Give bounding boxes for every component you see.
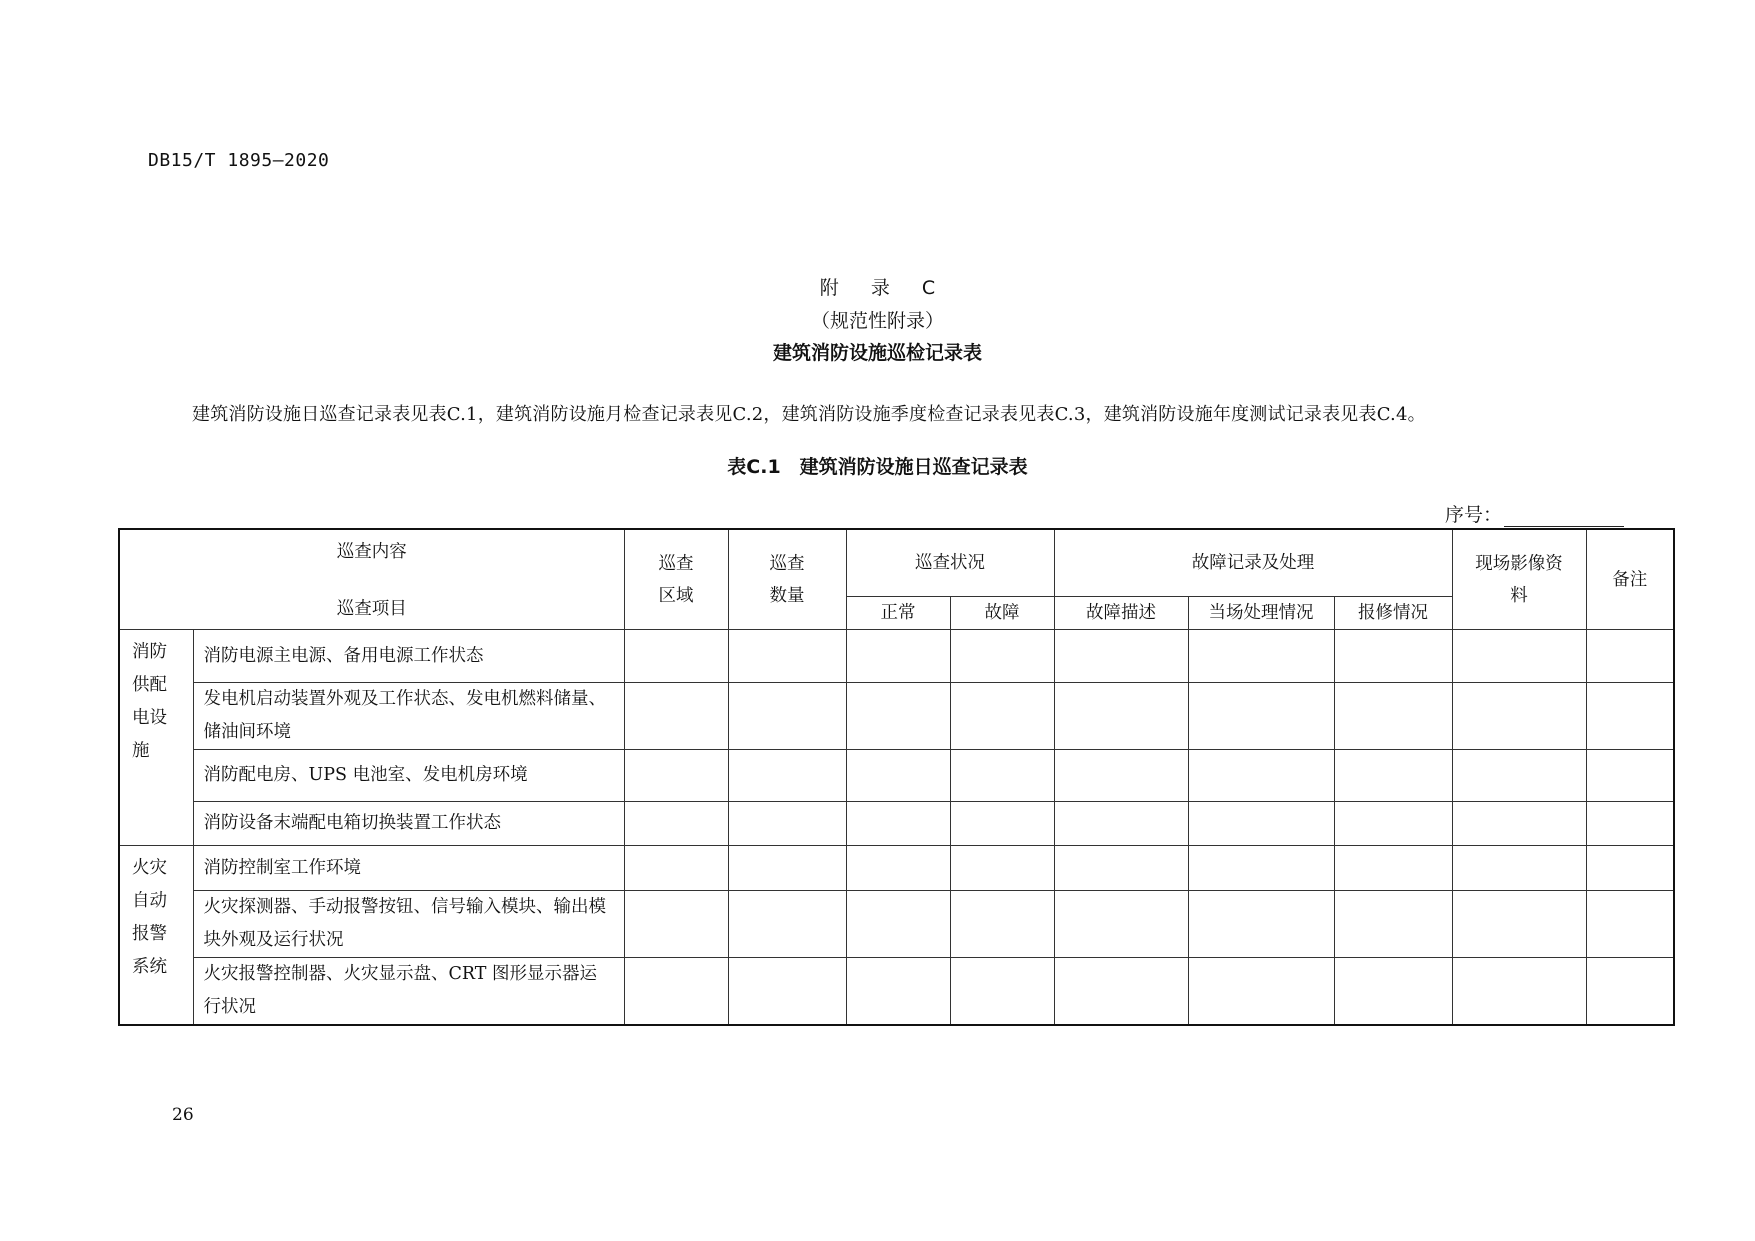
- header-image: 现场影像资 料: [1452, 529, 1586, 630]
- image-cell[interactable]: [1452, 630, 1586, 683]
- category-fire-alarm: 火灾 自动 报警 系统: [119, 846, 193, 1026]
- quantity-cell[interactable]: [728, 683, 846, 750]
- onsite-handling-cell[interactable]: [1188, 630, 1334, 683]
- fault-desc-cell[interactable]: [1054, 958, 1188, 1026]
- table-row: [119, 958, 1674, 1026]
- header-area: 巡查 区域: [624, 529, 728, 630]
- area-cell[interactable]: [624, 683, 728, 750]
- fault-cell[interactable]: [950, 958, 1054, 1026]
- repair-cell[interactable]: [1334, 630, 1452, 683]
- table-row: [119, 683, 1674, 750]
- repair-cell[interactable]: [1334, 750, 1452, 802]
- appendix-type: （规范性附录）: [810, 310, 944, 332]
- inspection-item: 火灾探测器、手动报警按钮、信号输入模块、输出模块外观及运行状况: [193, 891, 624, 958]
- header-status-normal: 正常: [846, 596, 950, 630]
- header-status-fault: 故障: [950, 596, 1054, 630]
- inspection-item: 发电机启动装置外观及工作状态、发电机燃料储量、储油间环境: [193, 683, 624, 750]
- fault-desc-cell[interactable]: [1054, 630, 1188, 683]
- serial-label: 序号：: [1445, 504, 1503, 526]
- appendix-title-part: 录: [870, 277, 890, 299]
- quantity-cell[interactable]: [728, 630, 846, 683]
- standard-code: DB15/T 1895—2020: [148, 150, 330, 171]
- normal-cell[interactable]: [846, 846, 950, 891]
- quantity-cell[interactable]: [728, 958, 846, 1026]
- header-fault-desc: 故障描述: [1054, 596, 1188, 630]
- header-status: 巡查状况: [846, 529, 1054, 596]
- area-cell[interactable]: [624, 891, 728, 958]
- appendix-title-part: 附: [819, 277, 839, 299]
- fault-desc-cell[interactable]: [1054, 846, 1188, 891]
- repair-cell[interactable]: [1334, 958, 1452, 1026]
- fault-cell[interactable]: [950, 846, 1054, 891]
- table-row: [119, 891, 1674, 958]
- normal-cell[interactable]: [846, 958, 950, 1026]
- appendix-name: 建筑消防设施巡检记录表: [772, 342, 982, 364]
- header-content-top: 巡查内容: [336, 542, 407, 562]
- inspection-item: 消防配电房、UPS 电池室、发电机房环境: [193, 750, 624, 802]
- area-cell[interactable]: [624, 630, 728, 683]
- inspection-item: 消防电源主电源、备用电源工作状态: [193, 630, 624, 683]
- quantity-cell[interactable]: [728, 802, 846, 846]
- remarks-cell[interactable]: [1586, 683, 1674, 750]
- repair-cell[interactable]: [1334, 846, 1452, 891]
- table-caption: 表C.1 建筑消防设施日巡查记录表: [727, 456, 1028, 478]
- quantity-cell[interactable]: [728, 891, 846, 958]
- remarks-cell[interactable]: [1586, 630, 1674, 683]
- repair-cell[interactable]: [1334, 891, 1452, 958]
- header-fault-record: 故障记录及处理: [1054, 529, 1452, 596]
- fault-desc-cell[interactable]: [1054, 891, 1188, 958]
- fault-desc-cell[interactable]: [1054, 750, 1188, 802]
- fault-cell[interactable]: [950, 630, 1054, 683]
- onsite-handling-cell[interactable]: [1188, 683, 1334, 750]
- image-cell[interactable]: [1452, 958, 1586, 1026]
- fault-cell[interactable]: [950, 683, 1054, 750]
- appendix-title-part: C: [921, 277, 936, 299]
- onsite-handling-cell[interactable]: [1188, 958, 1334, 1026]
- page-number: 26: [172, 1105, 194, 1125]
- image-cell[interactable]: [1452, 683, 1586, 750]
- inspection-item: 火灾报警控制器、火灾显示盘、CRT 图形显示器运行状况: [193, 958, 624, 1026]
- fault-cell[interactable]: [950, 891, 1054, 958]
- image-cell[interactable]: [1452, 846, 1586, 891]
- onsite-handling-cell[interactable]: [1188, 846, 1334, 891]
- onsite-handling-cell[interactable]: [1188, 750, 1334, 802]
- table-row: [119, 846, 1674, 891]
- inspection-item: 消防设备末端配电箱切换装置工作状态: [193, 802, 624, 846]
- header-remarks: 备注: [1586, 529, 1674, 630]
- remarks-cell[interactable]: [1586, 846, 1674, 891]
- appendix-title: [0, 273, 1755, 300]
- area-cell[interactable]: [624, 750, 728, 802]
- image-cell[interactable]: [1452, 802, 1586, 846]
- remarks-cell[interactable]: [1586, 891, 1674, 958]
- area-cell[interactable]: [624, 846, 728, 891]
- onsite-handling-cell[interactable]: [1188, 891, 1334, 958]
- table-row: [119, 750, 1674, 802]
- normal-cell[interactable]: [846, 683, 950, 750]
- table-row: [119, 802, 1674, 846]
- area-cell[interactable]: [624, 958, 728, 1026]
- fault-cell[interactable]: [950, 802, 1054, 846]
- quantity-cell[interactable]: [728, 846, 846, 891]
- normal-cell[interactable]: [846, 891, 950, 958]
- fault-cell[interactable]: [950, 750, 1054, 802]
- remarks-cell[interactable]: [1586, 750, 1674, 802]
- normal-cell[interactable]: [846, 630, 950, 683]
- header-content-bottom: 巡查项目: [336, 599, 407, 619]
- onsite-handling-cell[interactable]: [1188, 802, 1334, 846]
- intro-paragraph: 建筑消防设施日巡查记录表见表C.1，建筑消防设施月检查记录表见C.2，建筑消防设施季度检查记录表见表C.3，建筑消防设施年度测试记录表见表C.4。: [192, 404, 1426, 425]
- header-quantity: 巡查 数量: [728, 529, 846, 630]
- remarks-cell[interactable]: [1586, 802, 1674, 846]
- quantity-cell[interactable]: [728, 750, 846, 802]
- serial-number-field: [1445, 500, 1624, 527]
- image-cell[interactable]: [1452, 891, 1586, 958]
- repair-cell[interactable]: [1334, 802, 1452, 846]
- header-onsite-handling: 当场处理情况: [1188, 596, 1334, 630]
- daily-inspection-table: [118, 528, 1675, 1026]
- normal-cell[interactable]: [846, 802, 950, 846]
- fault-desc-cell[interactable]: [1054, 802, 1188, 846]
- header-repair: 报修情况: [1334, 596, 1452, 630]
- category-power-supply: 消防 供配 电设 施: [119, 630, 193, 846]
- area-cell[interactable]: [624, 802, 728, 846]
- inspection-item: 消防控制室工作环境: [193, 846, 624, 891]
- serial-blank-line[interactable]: [1504, 504, 1624, 527]
- repair-cell[interactable]: [1334, 683, 1452, 750]
- image-cell[interactable]: [1452, 750, 1586, 802]
- fault-desc-cell[interactable]: [1054, 683, 1188, 750]
- normal-cell[interactable]: [846, 750, 950, 802]
- header-inspection-content: [119, 529, 624, 630]
- remarks-cell[interactable]: [1586, 958, 1674, 1026]
- table-row: [119, 630, 1674, 683]
